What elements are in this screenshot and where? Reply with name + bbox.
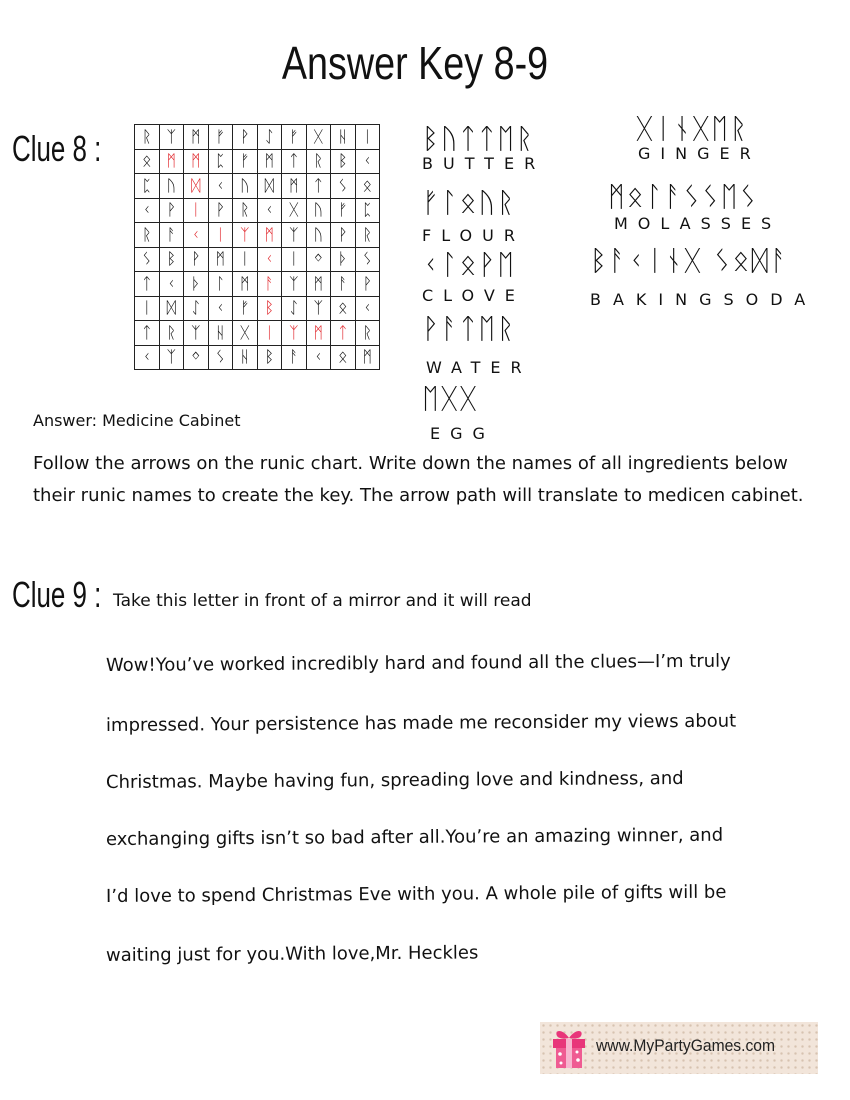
grid-cell: ᛟ bbox=[331, 345, 356, 370]
rune-word: ᛒᚢᛏᛏᛖᚱ bbox=[422, 122, 535, 155]
grid-cell: ᚲ bbox=[184, 223, 209, 248]
clue-8-label: Clue 8 : bbox=[12, 128, 102, 169]
grid-cell: ᚺ bbox=[331, 125, 356, 150]
grid-cell: ᛜ bbox=[306, 247, 331, 272]
grid-cell: ᛁ bbox=[233, 247, 258, 272]
grid-cell: ᚠ bbox=[331, 198, 356, 223]
grid-cell: ᚲ bbox=[257, 198, 282, 223]
grid-cell: ᚲ bbox=[257, 247, 282, 272]
grid-cell: ᚦ bbox=[331, 247, 356, 272]
latin-word: EGG bbox=[430, 424, 495, 443]
grid-cell: ᚹ bbox=[159, 198, 184, 223]
word-ginger bbox=[636, 114, 761, 164]
grid-cell: ᛒ bbox=[331, 149, 356, 174]
grid-cell: ᚲ bbox=[159, 272, 184, 297]
grid-cell: ᚨ bbox=[331, 272, 356, 297]
grid-cell: ᚱ bbox=[355, 223, 380, 248]
grid-cell: ᛗ bbox=[306, 321, 331, 346]
grid-cell: ᛏ bbox=[135, 321, 160, 346]
grid-cell: ᛗ bbox=[184, 125, 209, 150]
grid-cell: ᚢ bbox=[306, 223, 331, 248]
rune-grid bbox=[134, 124, 380, 370]
grid-cell: ᛈ bbox=[135, 174, 160, 199]
grid-cell: ᛉ bbox=[184, 321, 209, 346]
grid-cell: ᚹ bbox=[208, 198, 233, 223]
rune-word: ᛗᛟᛚᚨᛊᛊᛖᛊ bbox=[608, 180, 759, 213]
grid-cell: ᛊ bbox=[331, 174, 356, 199]
grid-cell: ᛗ bbox=[208, 247, 233, 272]
rune-word: ᚹᚨᛏᛖᚱ bbox=[422, 312, 517, 345]
gift-box-icon bbox=[548, 1026, 590, 1070]
grid-cell: ᛁ bbox=[208, 223, 233, 248]
grid-cell: ᚲ bbox=[355, 149, 380, 174]
grid-cell: ᚠ bbox=[208, 125, 233, 150]
grid-cell: ᚲ bbox=[355, 296, 380, 321]
grid-cell: ᛉ bbox=[282, 223, 307, 248]
letter-line: Christmas. Maybe having fun, spreading love and kindness, and bbox=[105, 767, 684, 793]
grid-cell: ᚠ bbox=[282, 125, 307, 150]
grid-cell: ᛏ bbox=[135, 272, 160, 297]
grid-cell: ᛁ bbox=[257, 321, 282, 346]
rune-word: ᛖᚷᚷ bbox=[422, 382, 479, 415]
grid-cell: ᛁ bbox=[282, 247, 307, 272]
word-egg bbox=[422, 384, 495, 444]
grid-row bbox=[135, 296, 380, 321]
grid-cell: ᚹ bbox=[233, 125, 258, 150]
grid-cell: ᚹ bbox=[184, 247, 209, 272]
grid-cell: ᚱ bbox=[306, 149, 331, 174]
latin-word: FLOUR bbox=[422, 226, 525, 245]
grid-cell: ᛞ bbox=[184, 174, 209, 199]
grid-cell: ᚢ bbox=[233, 174, 258, 199]
grid-cell: ᚲ bbox=[135, 345, 160, 370]
grid-cell: ᛞ bbox=[257, 174, 282, 199]
grid-cell: ᛉ bbox=[282, 321, 307, 346]
word-clove bbox=[422, 250, 525, 306]
grid-cell: ᚱ bbox=[233, 198, 258, 223]
grid-cell: ᛒ bbox=[159, 247, 184, 272]
letter-line: Wow!You’ve worked incredibly hard and found all the clues—I’m truly bbox=[105, 650, 731, 676]
word-water bbox=[422, 314, 532, 378]
grid-cell: ᚹ bbox=[331, 223, 356, 248]
grid-row bbox=[135, 321, 380, 346]
grid-cell: ᛗ bbox=[159, 149, 184, 174]
clue-8-answer: Answer: Medicine Cabinet bbox=[33, 411, 241, 430]
grid-row bbox=[135, 345, 380, 370]
grid-cell: ᛗ bbox=[184, 149, 209, 174]
grid-cell: ᚨ bbox=[159, 223, 184, 248]
grid-cell: ᛏ bbox=[331, 321, 356, 346]
grid-cell: ᚲ bbox=[208, 296, 233, 321]
latin-word: CLOVE bbox=[422, 286, 525, 305]
grid-cell: ᛚ bbox=[208, 272, 233, 297]
latin-word: WATER bbox=[426, 358, 532, 377]
grid-row bbox=[135, 198, 380, 223]
site-badge[interactable] bbox=[540, 1022, 818, 1074]
grid-cell: ᚹ bbox=[355, 272, 380, 297]
grid-cell: ᛇ bbox=[257, 125, 282, 150]
letter-line: waiting just for you.With love,Mr. Heckles bbox=[105, 942, 479, 966]
grid-cell: ᛁ bbox=[184, 198, 209, 223]
grid-cell: ᚲ bbox=[135, 198, 160, 223]
latin-word: BAKINGSODA bbox=[590, 290, 818, 309]
latin-word: GINGER bbox=[638, 144, 761, 163]
grid-cell: ᛗ bbox=[257, 149, 282, 174]
grid-cell: ᛇ bbox=[184, 296, 209, 321]
grid-cell: ᛏ bbox=[282, 149, 307, 174]
grid-cell: ᚨ bbox=[257, 272, 282, 297]
grid-cell: ᛟ bbox=[331, 296, 356, 321]
grid-cell: ᛁ bbox=[135, 296, 160, 321]
grid-row bbox=[135, 272, 380, 297]
grid-cell: ᛁ bbox=[355, 125, 380, 150]
grid-cell: ᛊ bbox=[355, 247, 380, 272]
word-butter bbox=[422, 124, 545, 174]
rune-word: ᚷᛁᚾᚷᛖᚱ bbox=[636, 112, 749, 145]
grid-cell: ᚱ bbox=[135, 223, 160, 248]
grid-cell: ᛈ bbox=[208, 149, 233, 174]
grid-cell: ᚱ bbox=[135, 125, 160, 150]
word-bakingsoda bbox=[590, 246, 817, 310]
rune-word: ᛒᚨᚲᛁᚾᚷ ᛊᛟᛞᚨ bbox=[590, 244, 789, 277]
grid-cell: ᛗ bbox=[257, 223, 282, 248]
grid-cell: ᚠ bbox=[233, 296, 258, 321]
grid-cell: ᚨ bbox=[282, 345, 307, 370]
grid-cell: ᛗ bbox=[355, 345, 380, 370]
grid-cell: ᚺ bbox=[233, 345, 258, 370]
clue-8-instructions: Follow the arrows on the runic chart. Write down the names of all ingredients below their runic names to create the key. The arrow path will translate to medicen cabinet. bbox=[33, 453, 804, 506]
grid-cell: ᚱ bbox=[159, 321, 184, 346]
grid-cell: ᛟ bbox=[135, 149, 160, 174]
grid-cell: ᛊ bbox=[135, 247, 160, 272]
grid-cell: ᚠ bbox=[233, 149, 258, 174]
grid-cell: ᛞ bbox=[159, 296, 184, 321]
rune-word: ᚲᛚᛟᚹᛖ bbox=[422, 248, 517, 281]
grid-cell: ᚦ bbox=[184, 272, 209, 297]
grid-cell: ᚷ bbox=[306, 125, 331, 150]
word-flour bbox=[422, 188, 525, 246]
grid-cell: ᚷ bbox=[233, 321, 258, 346]
latin-word: MOLASSES bbox=[614, 214, 782, 233]
grid-row bbox=[135, 247, 380, 272]
grid-cell: ᛏ bbox=[306, 174, 331, 199]
grid-cell: ᛟ bbox=[355, 174, 380, 199]
grid-row bbox=[135, 125, 380, 150]
grid-cell: ᛇ bbox=[282, 296, 307, 321]
grid-cell: ᚷ bbox=[282, 198, 307, 223]
grid-cell: ᚲ bbox=[208, 174, 233, 199]
grid-cell: ᛊ bbox=[208, 345, 233, 370]
grid-row bbox=[135, 223, 380, 248]
grid-cell: ᚢ bbox=[159, 174, 184, 199]
grid-cell: ᛒ bbox=[257, 345, 282, 370]
grid-cell: ᛗ bbox=[233, 272, 258, 297]
letter-line: I’d love to spend Christmas Eve with you. A whole pile of gifts will be bbox=[105, 881, 727, 907]
grid-row bbox=[135, 149, 380, 174]
latin-word: BUTTER bbox=[422, 154, 546, 173]
grid-row bbox=[135, 174, 380, 199]
grid-cell: ᛉ bbox=[282, 272, 307, 297]
grid-cell: ᛗ bbox=[306, 272, 331, 297]
grid-cell: ᛈ bbox=[355, 198, 380, 223]
grid-cell: ᛗ bbox=[282, 174, 307, 199]
letter-line: exchanging gifts isn’t so bad after all.You’re an amazing winner, and bbox=[105, 824, 724, 850]
grid-cell: ᚺ bbox=[208, 321, 233, 346]
grid-cell: ᛉ bbox=[306, 296, 331, 321]
grid-cell: ᛉ bbox=[159, 345, 184, 370]
grid-cell: ᛜ bbox=[184, 345, 209, 370]
grid-cell: ᚲ bbox=[306, 345, 331, 370]
page-title: Answer Key 8-9 bbox=[281, 37, 549, 89]
word-molasses bbox=[608, 182, 781, 234]
grid-cell: ᚱ bbox=[355, 321, 380, 346]
rune-word: ᚠᛚᛟᚢᚱ bbox=[422, 186, 517, 219]
grid-cell: ᛉ bbox=[233, 223, 258, 248]
letter-line: impressed. Your persistence has made me reconsider my views about bbox=[105, 710, 737, 736]
site-url[interactable]: www.MyPartyGames.com bbox=[596, 1036, 776, 1055]
grid-cell: ᛒ bbox=[257, 296, 282, 321]
grid-cell: ᛉ bbox=[159, 125, 184, 150]
clue-9-label: Clue 9 : bbox=[12, 574, 102, 615]
grid-cell: ᚢ bbox=[306, 198, 331, 223]
clue-9-intro: Take this letter in front of a mirror and it will read bbox=[113, 591, 532, 611]
